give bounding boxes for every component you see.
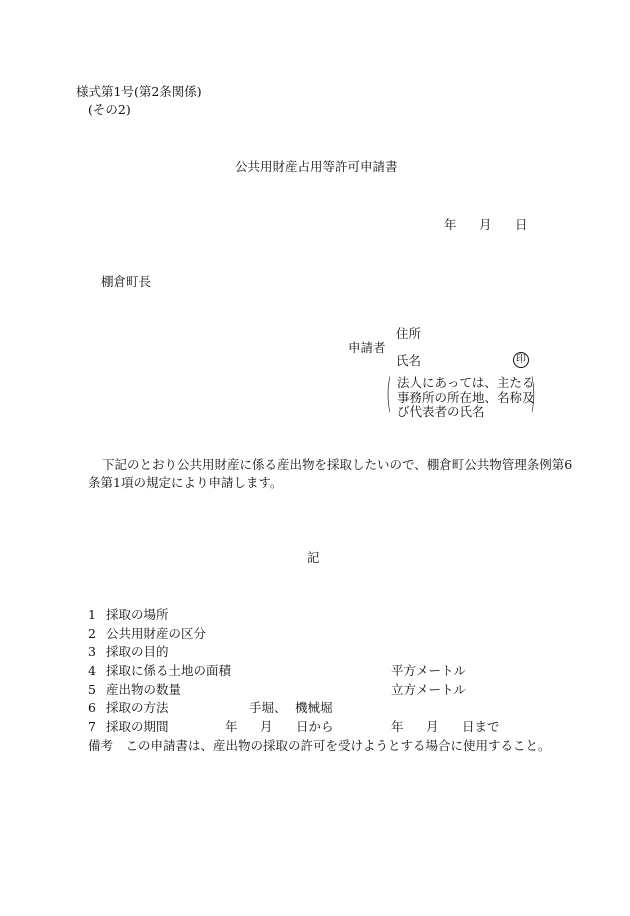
- item-label: 採取の方法: [106, 700, 169, 715]
- method-option-hand: 手堀、: [249, 700, 287, 715]
- applicant-label: 申請者: [348, 340, 386, 355]
- item-number: 5: [88, 682, 96, 697]
- form-sub-number: (その2): [88, 102, 131, 117]
- item-label: 産出物の数量: [106, 682, 182, 697]
- item-label: 採取の目的: [106, 644, 169, 659]
- corporate-note: [386, 371, 536, 419]
- item-unit: 立方メートル: [391, 682, 467, 697]
- item-number: 1: [88, 607, 96, 622]
- form-number: 様式第1号(第2条関係): [76, 84, 202, 99]
- item-label: 採取の期間: [106, 719, 169, 734]
- document-title: 公共用財産占用等許可申請書: [235, 159, 398, 174]
- item-number: 4: [88, 663, 96, 678]
- item-label: 公共用財産の区分: [106, 626, 207, 641]
- list-item: [88, 684, 181, 697]
- date-month: 月: [479, 217, 492, 232]
- list-item: [88, 702, 169, 715]
- period-start-month: 月: [260, 719, 273, 734]
- method-option-machine: 機械堀: [295, 700, 333, 715]
- corporate-note-line: 事務所の所在地、名称及: [397, 389, 535, 405]
- period-end-month: 月: [426, 719, 439, 734]
- list-item: [88, 609, 169, 622]
- item-number: 3: [88, 644, 96, 659]
- body-line: 条第1項の規定により申請します。: [88, 475, 283, 490]
- item-unit: 平方メートル: [391, 663, 467, 678]
- ki-heading: 記: [307, 550, 320, 565]
- seal-mark: 印: [513, 352, 529, 368]
- item-number: 7: [88, 719, 96, 734]
- list-item: [88, 721, 169, 734]
- corporate-note-line: 法人にあっては、主たる: [397, 375, 535, 390]
- list-item: [88, 628, 206, 641]
- period-start-day: 日から: [296, 719, 334, 734]
- addressee: 棚倉町長: [101, 274, 152, 289]
- period-end-day: 日まで: [462, 719, 500, 734]
- period-end-year: 年: [391, 719, 404, 734]
- list-item: [88, 646, 169, 659]
- left-paren-icon: (: [386, 371, 392, 417]
- applicant-address-label: 住所: [396, 326, 422, 341]
- remarks-note: 備考 この申請書は、産出物の採取の許可を受けようとする場合に使用すること。: [88, 738, 551, 753]
- item-number: 6: [88, 700, 96, 715]
- body-line: 下記のとおり公共用財産に係る産出物を採取したいので、棚倉町公共物管理条例第6: [102, 457, 573, 472]
- period-start-year: 年: [225, 719, 238, 734]
- item-number: 2: [88, 626, 96, 641]
- item-label: 採取に係る土地の面積: [106, 663, 232, 678]
- corporate-note-line: び代表者の氏名: [397, 404, 485, 419]
- applicant-name-label: 氏名: [396, 353, 422, 368]
- item-label: 採取の場所: [106, 607, 169, 622]
- date-day: 日: [515, 217, 528, 232]
- list-item: [88, 665, 231, 678]
- date-year: 年: [444, 217, 457, 232]
- right-paren-icon: ): [530, 371, 536, 417]
